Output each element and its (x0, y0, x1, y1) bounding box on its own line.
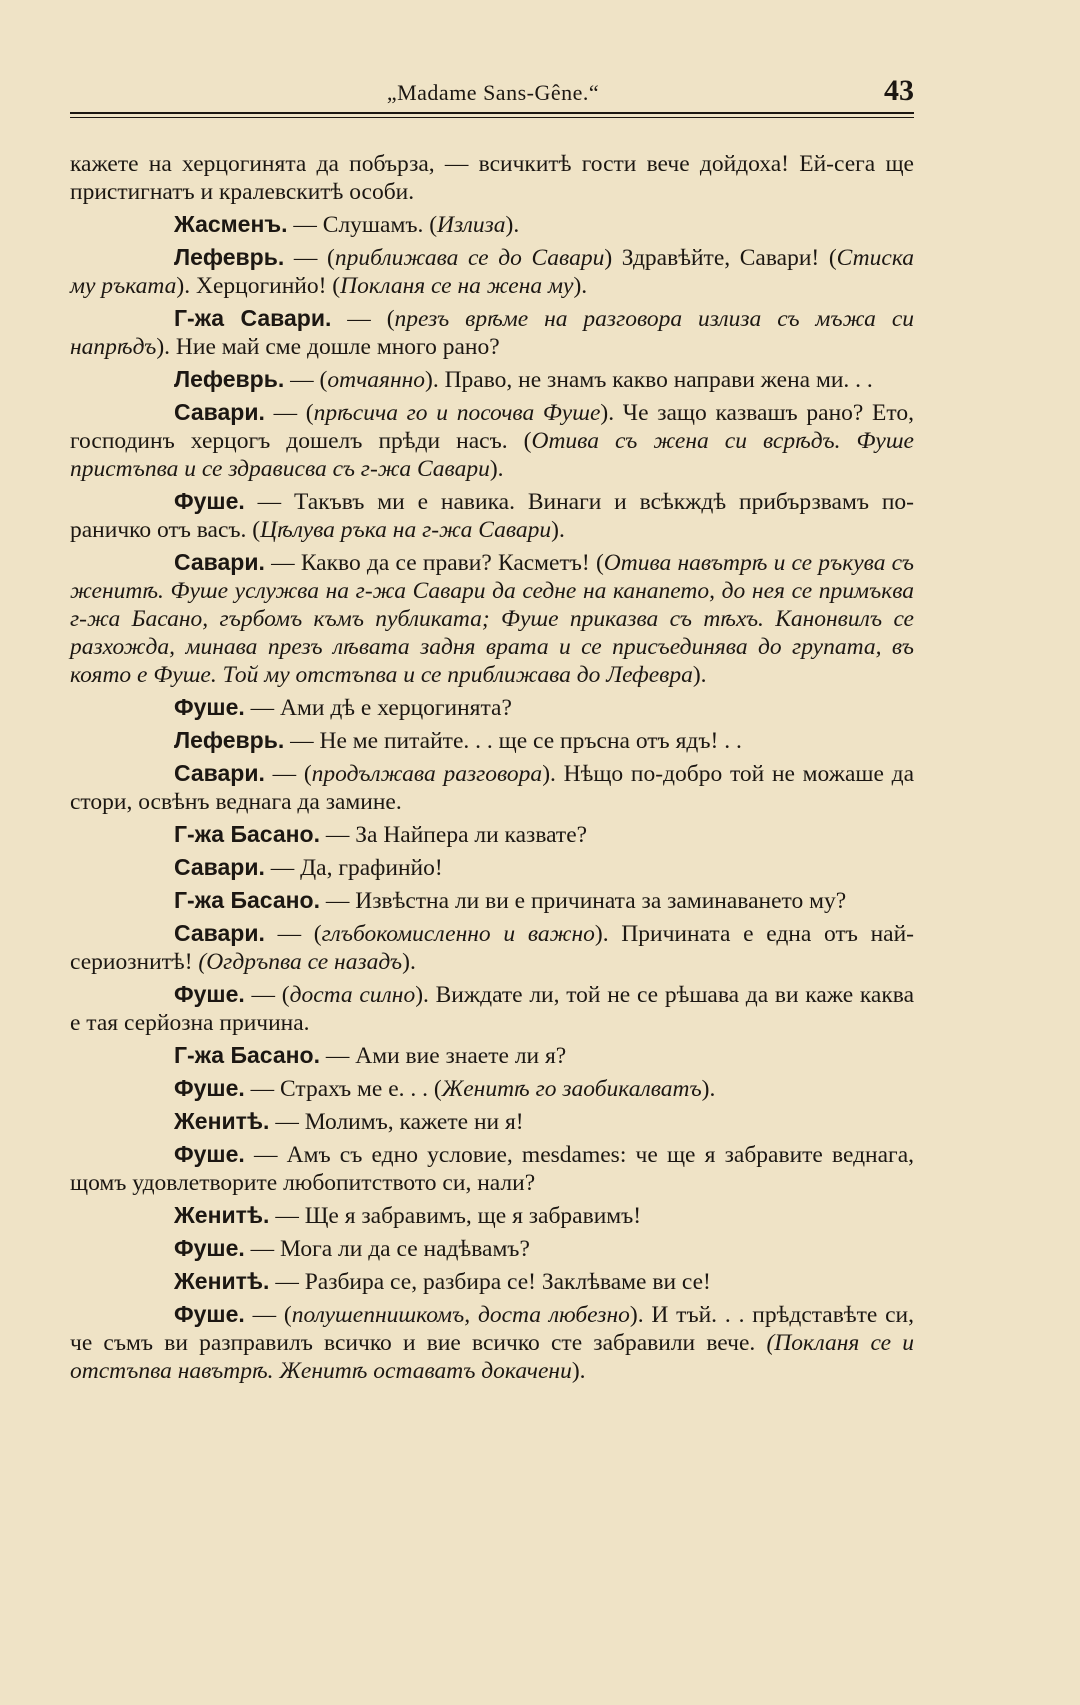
dialogue-paragraph (70, 759, 914, 816)
dialogue-paragraph (70, 210, 914, 239)
dialogue-text: — За Найпера ли казвате? (320, 822, 588, 848)
running-title: „Madame Sans-Gêne.“ (386, 80, 600, 105)
speaker-name: Савари. (174, 549, 265, 575)
dialogue-paragraph (70, 365, 914, 394)
dialogue-paragraph (70, 980, 914, 1037)
dialogue-paragraph (70, 1267, 914, 1296)
stage-direction: презъ врѣме на разговора излиза съ мъжа си напрѣдъ (70, 306, 915, 360)
dialogue-paragraph (70, 243, 914, 300)
dialogue-text: ). Ние май сме дошле много рано? (156, 334, 500, 360)
dialogue-paragraph (70, 1140, 914, 1197)
stage-direction: прѣсича го и посочва Фуше (313, 400, 601, 426)
speaker-name: Савари. (174, 920, 265, 946)
speaker-name: Фуше. (174, 1301, 245, 1327)
speaker-name: Фуше. (174, 1141, 245, 1167)
dialogue-text: ). И тъй. . . прѣдставѣте си, че съмъ ви разправилъ всичко и вие всичко сте забравили вече. (70, 1302, 914, 1356)
dialogue-paragraph (70, 886, 914, 915)
dialogue-text: — ( (264, 921, 322, 947)
dialogue-text: ). (573, 273, 588, 299)
dialogue-text: — Молимъ, кажете ни я! (269, 1109, 524, 1135)
stage-direction: отчаянно (327, 367, 426, 393)
speaker-name: Жасменъ. (174, 211, 288, 237)
speaker-name: Савари. (174, 399, 265, 425)
speaker-name: Женитѣ. (174, 1268, 270, 1294)
stage-direction: продължава разговора (311, 761, 543, 787)
stage-direction: глъбокомисленно и важно (321, 921, 595, 947)
speaker-name: Фуше. (174, 694, 245, 720)
dialogue-text: — Такъвъ ми е навика. Винаги и всѣкждѣ прибързвамъ по-раничко отъ васъ. ( (70, 489, 914, 543)
dialogue-paragraph (70, 1074, 914, 1103)
play-text (70, 150, 914, 1389)
page-number: 43 (884, 74, 914, 107)
speaker-name: Г-жа Савари. (174, 305, 332, 331)
dialogue-text: — Ами вие знаете ли я? (320, 1043, 567, 1069)
dialogue-paragraph (70, 1041, 914, 1070)
dialogue-text: — Разбира се, разбира се! Заклѣваме ви се! (269, 1269, 711, 1295)
dialogue-text: — ( (244, 1302, 292, 1328)
dialogue-text: — ( (244, 982, 290, 1008)
dialogue-text: — ( (264, 761, 312, 787)
header-rule (70, 112, 914, 118)
dialogue-text: ). Нѣщо по-добро той не можаше да стори, освѣнъ веднага да замине. (70, 761, 915, 815)
speaker-name: Савари. (174, 760, 265, 786)
stage-direction: Женитѣ го заобикалватъ (441, 1076, 702, 1102)
dialogue-text: ). Причината е една отъ най-сериознитѣ! (70, 921, 914, 975)
dialogue-text: — Ами дѣ е херцогинята? (244, 695, 512, 721)
dialogue-text: ). (402, 949, 416, 975)
dialogue-text: ). (505, 212, 520, 238)
dialogue-text: ). (489, 456, 504, 482)
speaker-name: Фуше. (174, 1235, 245, 1261)
dialogue-paragraph (70, 919, 914, 976)
dialogue-paragraph (70, 487, 914, 544)
stage-direction: (Покланя се и отстъпва навътрѣ. Женитѣ оставатъ докачени (70, 1330, 914, 1384)
dialogue-text: — Извѣстна ли ви е причината за заминаването му? (320, 888, 847, 914)
dialogue-text: — ( (331, 306, 395, 332)
dialogue-text: — Не ме питайте. . . ще се пръсна отъ ядъ! . . (284, 728, 742, 754)
dialogue-text: ). Че защо казвашъ рано? Ето, господинъ херцогъ дошелъ прѣди насъ. ( (70, 400, 914, 454)
speaker-name: Женитѣ. (174, 1202, 270, 1228)
dialogue-text: — ( (264, 400, 314, 426)
stage-direction: Цѣлува ръка на г-жа Савари (260, 517, 552, 543)
dialogue-paragraph (70, 398, 914, 483)
dialogue-text: ). Право, не знамъ какво направи жена ми. . . (425, 367, 873, 393)
dialogue-text: кажете на херцогинята да побърза, — всичкитѣ гости вече дойдоха! Ей-сега ще пристигнатъ и кралевскитѣ особи. (70, 151, 914, 205)
dialogue-text: ). (701, 1076, 716, 1102)
dialogue-text: — Слушамъ. ( (287, 212, 438, 238)
dialogue-paragraph (70, 548, 914, 689)
dialogue-paragraph (70, 693, 914, 722)
stage-direction: Отива навътрѣ и се ръкува съ женитѣ. Фуше услужва на г-жа Савари да седне на канапето, до нея се примъква г-жа Басано, гърбомъ къмъ публиката; Фуше приказва съ тѣхъ. Канонвилъ се разхожда, минава презъ лѣвата задня врата и се присъединява до групата, въ която е Фуше. Той му отстъпва и се приближава до Лефевра (70, 550, 914, 688)
dialogue-text: — Страхъ ме е. . . ( (244, 1076, 442, 1102)
speaker-name: Лефеврь. (174, 366, 285, 392)
speaker-name: Лефеврь. (174, 727, 285, 753)
stage-direction: приближава се до Савари (334, 245, 605, 271)
speaker-name: Г-жа Басано. (174, 887, 320, 913)
dialogue-text: — Мога ли да се надѣвамъ? (244, 1236, 530, 1262)
running-head (72, 66, 914, 106)
speaker-name: Фуше. (174, 981, 245, 1007)
dialogue-paragraph (70, 304, 914, 361)
dialogue-paragraph (70, 150, 914, 206)
dialogue-paragraph (70, 1107, 914, 1136)
stage-direction: (Огдръпва се назадъ (198, 949, 403, 975)
dialogue-text: — Амъ съ едно условие, mesdames: че ще я забравите веднага, щомъ удовлетворите любопитството си, нали? (70, 1142, 914, 1196)
speaker-name: Савари. (174, 854, 265, 880)
stage-direction: полушепнишкомъ, доста любезно (291, 1302, 630, 1328)
stage-direction: Стиска му ръката (70, 245, 914, 299)
dialogue-text: — ( (284, 245, 335, 271)
dialogue-paragraph (70, 726, 914, 755)
speaker-name: Г-жа Басано. (174, 821, 320, 847)
dialogue-text: ). Виждате ли, той не се рѣшава да ви каже каква е тая серйозна причина. (70, 982, 914, 1036)
dialogue-text: ). Херцогинйо! ( (176, 273, 341, 299)
dialogue-text: — ( (284, 367, 328, 393)
dialogue-paragraph (70, 853, 914, 882)
dialogue-text: ). (571, 1358, 586, 1384)
dialogue-text: ). (551, 517, 565, 543)
speaker-name: Фуше. (174, 1075, 245, 1101)
dialogue-paragraph (70, 820, 914, 849)
stage-direction: доста силно (289, 982, 416, 1008)
dialogue-text: — Да, графинйо! (264, 855, 443, 881)
dialogue-paragraph (70, 1300, 914, 1385)
dialogue-text: — Ще я забравимъ, ще я забравимъ! (269, 1203, 642, 1229)
speaker-name: Г-жа Басано. (174, 1042, 320, 1068)
stage-direction: Покланя се на жена му (340, 273, 574, 299)
dialogue-text: ). (692, 662, 707, 688)
stage-direction: Излиза (437, 212, 506, 238)
dialogue-text: ) Здравѣйте, Савари! ( (604, 245, 837, 271)
dialogue-text: — Какво да се прави? Касметъ! ( (264, 550, 604, 576)
speaker-name: Женитѣ. (174, 1108, 270, 1134)
dialogue-paragraph (70, 1201, 914, 1230)
speaker-name: Фуше. (174, 488, 245, 514)
dialogue-paragraph (70, 1234, 914, 1263)
stage-direction: Отива съ жена си всрѣдъ. Фуше пристъпва и се здрависва съ г-жа Савари (70, 428, 914, 482)
speaker-name: Лефеврь. (174, 244, 285, 270)
